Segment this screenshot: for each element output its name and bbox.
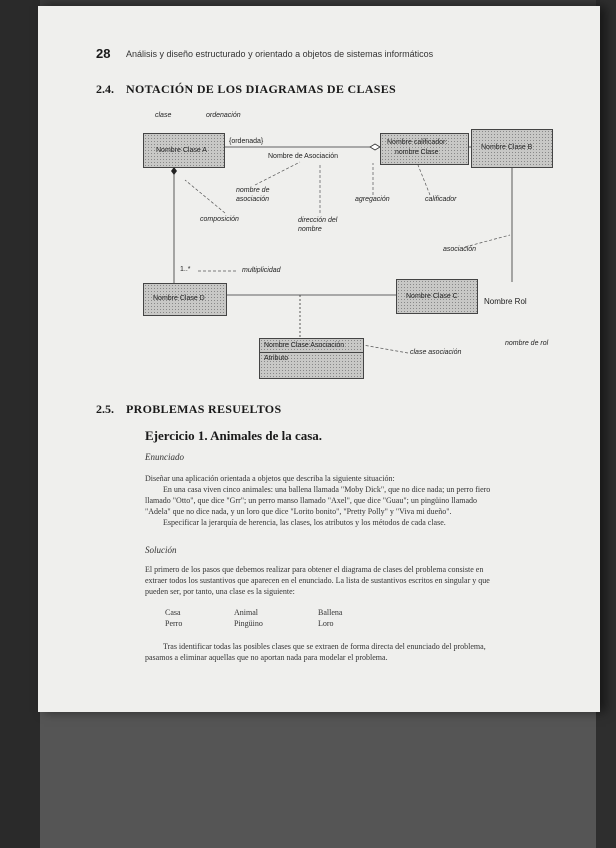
noun-item: Perro (165, 619, 183, 628)
enunciado-line: llamado "Otto", que dice "Grr"; un perro manso llamado "Axel", que dice "Guau"; un pingüino llamado (145, 496, 478, 505)
running-header: Análisis y diseño estructurado y orientado a objetos de sistemas informáticos (126, 49, 434, 59)
label-clase: clase (155, 112, 172, 119)
class-box-b-label: Nombre Clase B (481, 144, 533, 151)
enunciado-label: Enunciado (145, 452, 184, 462)
solucion-label: Solución (145, 545, 177, 555)
class-box-b (471, 129, 553, 168)
label-direccion: dirección del nombre (298, 217, 338, 233)
label-nombre-rol: Nombre Rol (484, 297, 527, 306)
label-multiplicity-value: 1..* (180, 266, 191, 273)
label-nombre-de-rol: nombre de rol (505, 340, 549, 347)
enunciado-line: En una casa viven cinco animales: una ballena llamada "Moby Dick", que no dice nada; un perro fiero (163, 485, 491, 494)
noun-item: Pingüino (234, 619, 263, 628)
final-line: pasamos a eliminar aquellas que no aportan nada para modelar el problema. (145, 653, 388, 662)
label-clase-asociacion: clase asociación (410, 349, 462, 356)
association-class-divider (260, 352, 363, 353)
association-class-box (259, 338, 364, 379)
label-multiplicidad: multiplicidad (242, 267, 281, 274)
qualifier-box (380, 133, 469, 165)
label-asociacion: asociación (443, 246, 477, 253)
association-class-title: Nombre Clase Asociación (264, 342, 345, 349)
enunciado-line: Diseñar una aplicación orientada a objetos que describa la siguiente situación: (145, 474, 395, 483)
enunciado-line: "Adela" que no dice nada, y un loro que dice "Lorito bonito", "Pretty Polly" y "Viva mi dueño". (145, 507, 452, 516)
section-25-number: 2.5. (96, 402, 114, 416)
final-line: Tras identificar todas las posibles clases que se extraen de forma directa del enunciado del problema, (163, 642, 486, 651)
noun-item: Ballena (318, 608, 343, 617)
noun-item: Casa (165, 608, 181, 617)
label-composicion: composición (200, 216, 239, 223)
label-ordenada: {ordenada} (229, 138, 264, 145)
label-calificador: calificador (425, 196, 457, 203)
label-nombre-de-asociacion: nombre de asociación (236, 187, 270, 203)
section-25-title: PROBLEMAS RESUELTOS (126, 402, 282, 416)
class-box-d (143, 283, 227, 316)
association-class-attribute: Atributo (264, 355, 289, 362)
label-nombre-asociacion: Nombre de Asociación (268, 153, 339, 160)
class-box-a (143, 133, 225, 168)
label-ordenacion: ordenación (206, 112, 241, 119)
class-box-c-label: Nombre Clase C (406, 293, 458, 300)
noun-item: Animal (234, 608, 258, 617)
section-24-number: 2.4. (96, 82, 114, 96)
noun-item: Loro (318, 619, 334, 628)
solucion-line: extraer todos los sustantivos que aparecen en el enunciado. La lista de sustantivos escritos en singular y que (145, 576, 490, 585)
exercise-title: Ejercicio 1. Animales de la casa. (145, 428, 323, 443)
class-box-d-label: Nombre Clase D (153, 295, 205, 302)
qualifier-line1: Nombre calificador: (387, 139, 448, 146)
class-box-a-label: Nombre Clase A (156, 147, 207, 154)
label-agregacion: agregación (355, 196, 390, 203)
enunciado-line: Especificar la jerarquía de herencia, las clases, los atributos y los métodos de cada clase. (163, 518, 446, 527)
class-box-c (396, 279, 478, 314)
solucion-line: pueden ser, por tanto, una clase es la siguiente: (145, 587, 295, 596)
section-24-title: NOTACIÓN DE LOS DIAGRAMAS DE CLASES (126, 82, 396, 96)
solucion-line: El primero de los pasos que debemos realizar para obtener el diagrama de clases del problema consiste en (145, 565, 484, 574)
page-number: 28 (96, 46, 111, 61)
qualifier-line2: nombre Clase (395, 149, 439, 156)
